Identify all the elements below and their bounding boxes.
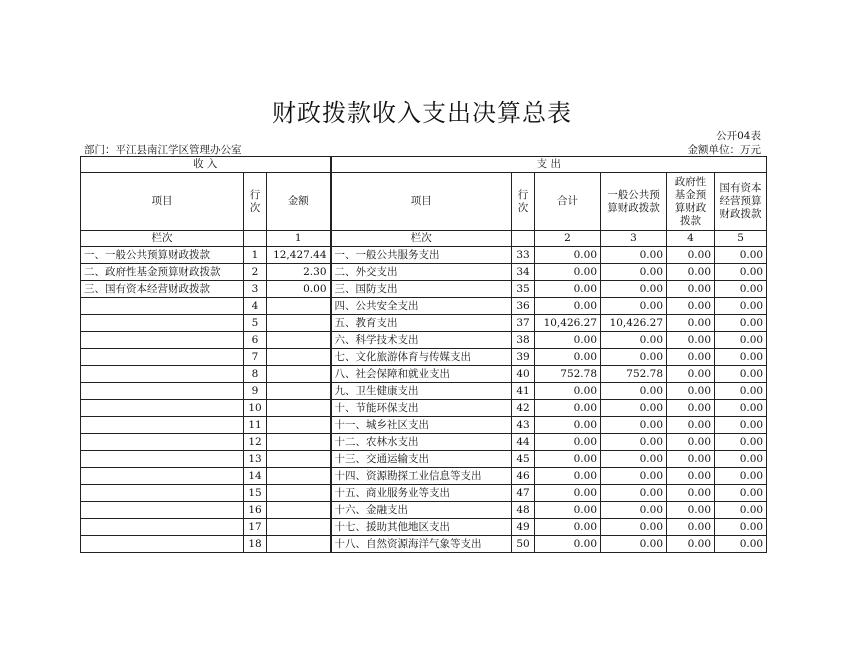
index-5: 5 <box>715 231 767 247</box>
general-budget-cell: 0.00 <box>601 247 667 264</box>
gov-fund-cell: 0.00 <box>667 417 715 434</box>
gov-fund-cell: 0.00 <box>667 281 715 298</box>
income-amount-cell <box>267 485 331 502</box>
table-row <box>81 434 767 451</box>
total-cell: 0.00 <box>535 451 601 468</box>
general-budget-cell: 0.00 <box>601 536 667 553</box>
table-row <box>81 536 767 553</box>
page-title: 财政拨款收入支出决算总表 <box>272 99 572 127</box>
expense-item-cell: 十三、交通运输支出 <box>331 451 512 468</box>
total-cell: 0.00 <box>535 536 601 553</box>
expense-line-no-cell: 45 <box>512 451 535 468</box>
index-4: 4 <box>667 231 715 247</box>
income-line-no-cell: 7 <box>244 349 267 366</box>
general-budget-cell: 752.78 <box>601 366 667 383</box>
expense-item-cell: 四、公共安全支出 <box>331 298 512 315</box>
table-row <box>81 298 767 315</box>
gov-fund-header: 政府性基金预算财政拨款 <box>667 173 715 231</box>
expense-line-no-cell: 48 <box>512 502 535 519</box>
income-line-no-cell: 15 <box>244 485 267 502</box>
state-capital-cell: 0.00 <box>715 536 767 553</box>
expense-item-cell: 十、节能环保支出 <box>331 400 512 417</box>
income-item-cell <box>81 519 244 536</box>
general-budget-cell: 0.00 <box>601 349 667 366</box>
general-budget-cell: 0.00 <box>601 332 667 349</box>
expense-item-cell: 六、科学技术支出 <box>331 332 512 349</box>
table-row <box>81 485 767 502</box>
index-label: 栏次 <box>81 231 244 247</box>
column-index-row <box>81 231 767 247</box>
income-amount-header: 金额 <box>267 173 331 231</box>
department-label: 部门：平江县南江学区管理办公室 <box>84 144 242 156</box>
state-capital-header: 国有资本经营预算财政拨款 <box>715 173 767 231</box>
expense-line-no-cell: 43 <box>512 417 535 434</box>
income-item-cell <box>81 400 244 417</box>
income-section-header: 收 入 <box>81 157 331 173</box>
income-line-no-cell: 1 <box>244 247 267 264</box>
income-item-cell <box>81 417 244 434</box>
total-cell: 0.00 <box>535 332 601 349</box>
table-row <box>81 281 767 298</box>
income-amount-cell <box>267 451 331 468</box>
state-capital-cell: 0.00 <box>715 417 767 434</box>
table-row <box>81 502 767 519</box>
general-budget-cell: 0.00 <box>601 298 667 315</box>
income-amount-cell <box>267 434 331 451</box>
table-row <box>81 468 767 485</box>
income-line-no-cell: 16 <box>244 502 267 519</box>
gov-fund-cell: 0.00 <box>667 434 715 451</box>
income-line-no-cell: 4 <box>244 298 267 315</box>
table-row <box>81 315 767 332</box>
income-item-cell <box>81 485 244 502</box>
income-line-no-cell: 3 <box>244 281 267 298</box>
expense-line-no-cell: 49 <box>512 519 535 536</box>
income-item-cell <box>81 298 244 315</box>
expense-line-no-cell: 34 <box>512 264 535 281</box>
general-budget-cell: 0.00 <box>601 417 667 434</box>
state-capital-cell: 0.00 <box>715 315 767 332</box>
table-row <box>81 400 767 417</box>
income-item-cell <box>81 468 244 485</box>
income-amount-cell <box>267 315 331 332</box>
state-capital-cell: 0.00 <box>715 519 767 536</box>
index-blank <box>244 231 267 247</box>
gov-fund-cell: 0.00 <box>667 349 715 366</box>
income-item-cell <box>81 502 244 519</box>
state-capital-cell: 0.00 <box>715 502 767 519</box>
expense-line-no-cell: 36 <box>512 298 535 315</box>
income-amount-cell: 2.30 <box>267 264 331 281</box>
income-item-cell: 二、政府性基金预算财政拨款 <box>81 264 244 281</box>
total-cell: 0.00 <box>535 298 601 315</box>
total-cell: 0.00 <box>535 264 601 281</box>
total-cell: 10,426.27 <box>535 315 601 332</box>
expense-item-cell: 五、教育支出 <box>331 315 512 332</box>
total-cell: 0.00 <box>535 417 601 434</box>
income-item-cell <box>81 315 244 332</box>
expense-item-cell: 十六、金融支出 <box>331 502 512 519</box>
gov-fund-cell: 0.00 <box>667 451 715 468</box>
income-item-cell <box>81 536 244 553</box>
state-capital-cell: 0.00 <box>715 349 767 366</box>
income-item-cell <box>81 332 244 349</box>
general-budget-cell: 0.00 <box>601 468 667 485</box>
income-line-no-cell: 8 <box>244 366 267 383</box>
expense-item-cell: 三、国防支出 <box>331 281 512 298</box>
expense-line-no-cell: 50 <box>512 536 535 553</box>
expense-item-cell: 十二、农林水支出 <box>331 434 512 451</box>
gov-fund-cell: 0.00 <box>667 366 715 383</box>
income-item-cell: 一、一般公共预算财政拨款 <box>81 247 244 264</box>
income-amount-cell <box>267 383 331 400</box>
expense-line-no-header: 行次 <box>512 173 535 231</box>
general-budget-cell: 0.00 <box>601 264 667 281</box>
income-line-no-cell: 11 <box>244 417 267 434</box>
expense-line-no-cell: 39 <box>512 349 535 366</box>
income-amount-cell <box>267 298 331 315</box>
general-budget-cell: 0.00 <box>601 281 667 298</box>
general-budget-cell: 0.00 <box>601 502 667 519</box>
income-amount-cell <box>267 519 331 536</box>
expense-item-cell: 八、社会保障和就业支出 <box>331 366 512 383</box>
expense-line-no-cell: 47 <box>512 485 535 502</box>
expense-line-no-cell: 44 <box>512 434 535 451</box>
expense-item-cell: 十八、自然资源海洋气象等支出 <box>331 536 512 553</box>
state-capital-cell: 0.00 <box>715 366 767 383</box>
gov-fund-cell: 0.00 <box>667 332 715 349</box>
income-line-no-cell: 18 <box>244 536 267 553</box>
gov-fund-cell: 0.00 <box>667 400 715 417</box>
gov-fund-cell: 0.00 <box>667 468 715 485</box>
expense-line-no-cell: 38 <box>512 332 535 349</box>
income-line-no-cell: 17 <box>244 519 267 536</box>
gov-fund-cell: 0.00 <box>667 298 715 315</box>
gov-fund-cell: 0.00 <box>667 485 715 502</box>
income-amount-cell <box>267 349 331 366</box>
expense-item-cell: 十一、城乡社区支出 <box>331 417 512 434</box>
total-header: 合计 <box>535 173 601 231</box>
income-line-no-cell: 9 <box>244 383 267 400</box>
index-1: 1 <box>267 231 331 247</box>
income-line-no-cell: 2 <box>244 264 267 281</box>
state-capital-cell: 0.00 <box>715 468 767 485</box>
table-row <box>81 366 767 383</box>
state-capital-cell: 0.00 <box>715 332 767 349</box>
table-row <box>81 247 767 264</box>
income-amount-cell <box>267 468 331 485</box>
expense-item-cell: 十四、资源勘探工业信息等支出 <box>331 468 512 485</box>
state-capital-cell: 0.00 <box>715 434 767 451</box>
total-cell: 0.00 <box>535 383 601 400</box>
income-item-cell <box>81 434 244 451</box>
general-budget-cell: 10,426.27 <box>601 315 667 332</box>
index-label-2: 栏次 <box>331 231 512 247</box>
income-amount-cell: 12,427.44 <box>267 247 331 264</box>
index-3: 3 <box>601 231 667 247</box>
total-cell: 0.00 <box>535 485 601 502</box>
state-capital-cell: 0.00 <box>715 485 767 502</box>
expense-line-no-cell: 33 <box>512 247 535 264</box>
state-capital-cell: 0.00 <box>715 400 767 417</box>
income-item-cell <box>81 349 244 366</box>
general-budget-cell: 0.00 <box>601 485 667 502</box>
gov-fund-cell: 0.00 <box>667 502 715 519</box>
gov-fund-cell: 0.00 <box>667 247 715 264</box>
table-row <box>81 264 767 281</box>
table-row <box>81 349 767 366</box>
general-budget-cell: 0.00 <box>601 451 667 468</box>
table-row <box>81 451 767 468</box>
state-capital-cell: 0.00 <box>715 451 767 468</box>
state-capital-cell: 0.00 <box>715 298 767 315</box>
unit-label: 金额单位：万元 <box>687 144 761 156</box>
general-budget-cell: 0.00 <box>601 383 667 400</box>
income-amount-cell <box>267 536 331 553</box>
total-cell: 0.00 <box>535 502 601 519</box>
expense-item-cell: 一、一般公共服务支出 <box>331 247 512 264</box>
general-budget-cell: 0.00 <box>601 434 667 451</box>
total-cell: 0.00 <box>535 349 601 366</box>
income-amount-cell <box>267 366 331 383</box>
income-line-no-cell: 5 <box>244 315 267 332</box>
income-line-no-cell: 10 <box>244 400 267 417</box>
income-amount-cell <box>267 332 331 349</box>
total-cell: 0.00 <box>535 247 601 264</box>
table-row <box>81 417 767 434</box>
table-row <box>81 383 767 400</box>
general-budget-header: 一般公共预算财政拨款 <box>601 173 667 231</box>
index-2: 2 <box>535 231 601 247</box>
general-budget-cell: 0.00 <box>601 519 667 536</box>
state-capital-cell: 0.00 <box>715 264 767 281</box>
expense-item-cell: 十五、商业服务业等支出 <box>331 485 512 502</box>
income-line-no-cell: 14 <box>244 468 267 485</box>
state-capital-cell: 0.00 <box>715 383 767 400</box>
table-row <box>81 332 767 349</box>
section-header-row <box>81 157 767 173</box>
income-item-cell <box>81 366 244 383</box>
expense-line-no-cell: 37 <box>512 315 535 332</box>
income-item-cell <box>81 383 244 400</box>
expense-item-cell: 二、外交支出 <box>331 264 512 281</box>
general-budget-cell: 0.00 <box>601 400 667 417</box>
index-blank-2 <box>512 231 535 247</box>
total-cell: 0.00 <box>535 400 601 417</box>
expense-line-no-cell: 40 <box>512 366 535 383</box>
table-row <box>81 519 767 536</box>
income-amount-cell <box>267 502 331 519</box>
income-amount-cell <box>267 417 331 434</box>
total-cell: 752.78 <box>535 366 601 383</box>
expense-line-no-cell: 35 <box>512 281 535 298</box>
expense-line-no-cell: 46 <box>512 468 535 485</box>
summary-table <box>80 156 767 553</box>
total-cell: 0.00 <box>535 519 601 536</box>
income-amount-cell: 0.00 <box>267 281 331 298</box>
income-line-no-cell: 13 <box>244 451 267 468</box>
expense-line-no-cell: 42 <box>512 400 535 417</box>
state-capital-cell: 0.00 <box>715 281 767 298</box>
gov-fund-cell: 0.00 <box>667 519 715 536</box>
form-number: 公开04表 <box>716 130 761 142</box>
income-item-cell: 三、国有资本经营财政拨款 <box>81 281 244 298</box>
expense-line-no-cell: 41 <box>512 383 535 400</box>
expense-item-cell: 九、卫生健康支出 <box>331 383 512 400</box>
expense-item-cell: 七、文化旅游体育与传媒支出 <box>331 349 512 366</box>
income-amount-cell <box>267 400 331 417</box>
total-cell: 0.00 <box>535 468 601 485</box>
income-line-no-header: 行次 <box>244 173 267 231</box>
total-cell: 0.00 <box>535 281 601 298</box>
gov-fund-cell: 0.00 <box>667 264 715 281</box>
income-line-no-cell: 12 <box>244 434 267 451</box>
expense-item-header: 项目 <box>331 173 512 231</box>
income-item-header: 项目 <box>81 173 244 231</box>
total-cell: 0.00 <box>535 434 601 451</box>
gov-fund-cell: 0.00 <box>667 536 715 553</box>
expense-section-header: 支 出 <box>331 157 767 173</box>
column-header-row <box>81 173 767 231</box>
gov-fund-cell: 0.00 <box>667 383 715 400</box>
expense-item-cell: 十七、援助其他地区支出 <box>331 519 512 536</box>
gov-fund-cell: 0.00 <box>667 315 715 332</box>
income-item-cell <box>81 451 244 468</box>
income-line-no-cell: 6 <box>244 332 267 349</box>
state-capital-cell: 0.00 <box>715 247 767 264</box>
